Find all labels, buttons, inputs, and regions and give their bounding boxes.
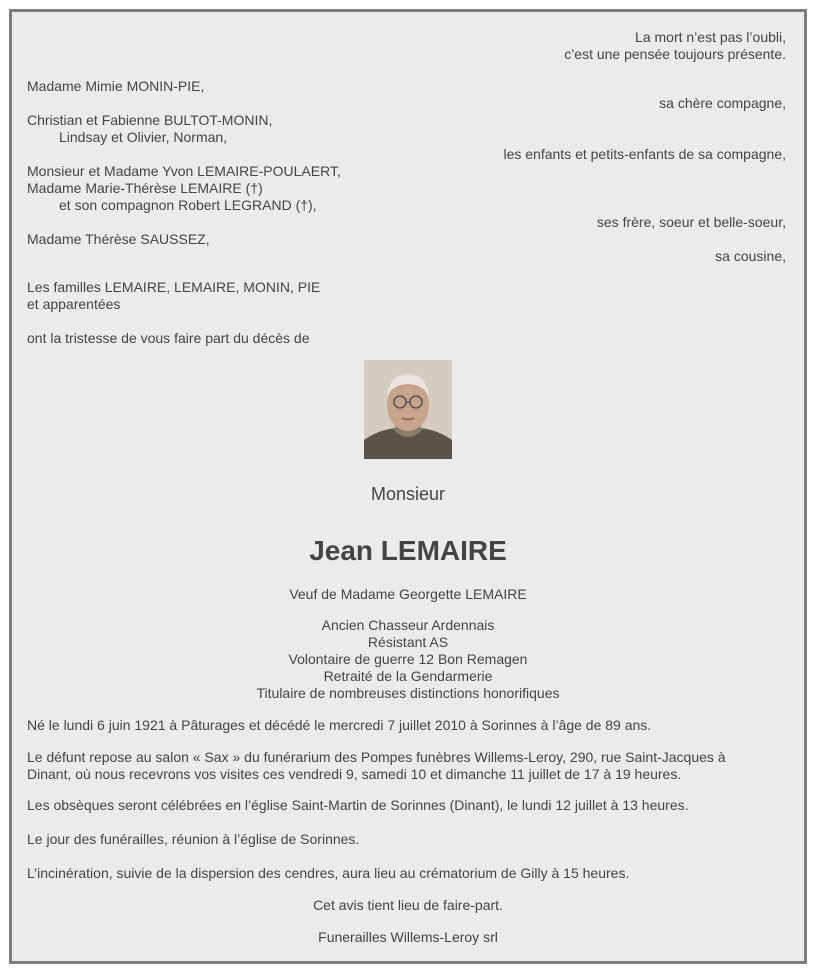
portrait-photo [364,360,452,459]
distinction: Résistant AS [367,634,449,650]
distinction: Ancien Chasseur Ardennais [321,617,495,633]
funeral-line: Les obsèques seront célébrées en l’église Saint-Martin de Sorinnes (Dinant), le lundi 12 juillet à 13 heures. [27,797,689,813]
visitation-line: Le défunt repose au salon « Sax » du funérarium des Pompes funèbres Willems-Leroy, 290, rue Saint-Jacques à [27,749,726,765]
family-name: Madame Marie-Thérèse LEMAIRE (†) [27,180,263,196]
announcement: ont la tristesse de vous faire part du décès de [27,330,310,346]
epigraph-line-1: La mort n’est pas l’oubli, [635,29,786,45]
distinction: Retraité de la Gendarmerie [323,668,493,684]
notice-line: Cet avis tient lieu de faire-part. [313,897,503,913]
family-name: Monsieur et Madame Yvon LEMAIRE-POULAERT, [27,163,341,179]
obituary-card [9,9,807,964]
family-name: et son compagnon Robert LEGRAND (†), [59,197,317,213]
distinction: Titulaire de nombreuses distinctions honorifiques [256,685,560,701]
birth-death-line: Né le lundi 6 juin 1921 à Pâturages et décédé le mercredi 7 juillet 2010 à Sorinnes à l’âge de 89 ans. [27,717,652,733]
family-name: Madame Thérèse SAUSSEZ, [27,231,210,247]
family-name: Madame Mimie MONIN-PIE, [27,78,205,94]
family-relation: ses frère, soeur et belle-soeur, [596,214,786,230]
family-name: Lindsay et Olivier, Norman, [59,129,228,145]
epigraph-line-2: c’est une pensée toujours présente. [564,46,786,62]
family-relation: sa cousine, [715,248,786,264]
widower-line: Veuf de Madame Georgette LEMAIRE [289,586,527,602]
deceased-name: Jean LEMAIRE [309,535,507,566]
family-name: Christian et Fabienne BULTOT-MONIN, [27,112,273,128]
distinction: Volontaire de guerre 12 Bon Remagen [288,651,528,667]
families-line: et apparentées [27,296,121,312]
families-line: Les familles LEMAIRE, LEMAIRE, MONIN, PIE [27,279,321,295]
deceased-title: Monsieur [370,484,446,504]
cremation-line: L’incinération, suivie de la dispersion des cendres, aura lieu au crématorium de Gilly à 15 heures. [27,865,630,881]
gathering-line: Le jour des funérailles, réunion à l’église de Sorinnes. [27,831,360,847]
family-relation: les enfants et petits-enfants de sa compagne, [503,146,786,162]
undertaker-line: Funerailles Willems-Leroy srl [318,929,498,945]
visitation-line: Dinant, où nous recevrons vos visites ces vendredi 9, samedi 10 et dimanche 11 juillet de 17 à 19 heures. [27,766,682,782]
family-relation: sa chère compagne, [659,95,786,111]
